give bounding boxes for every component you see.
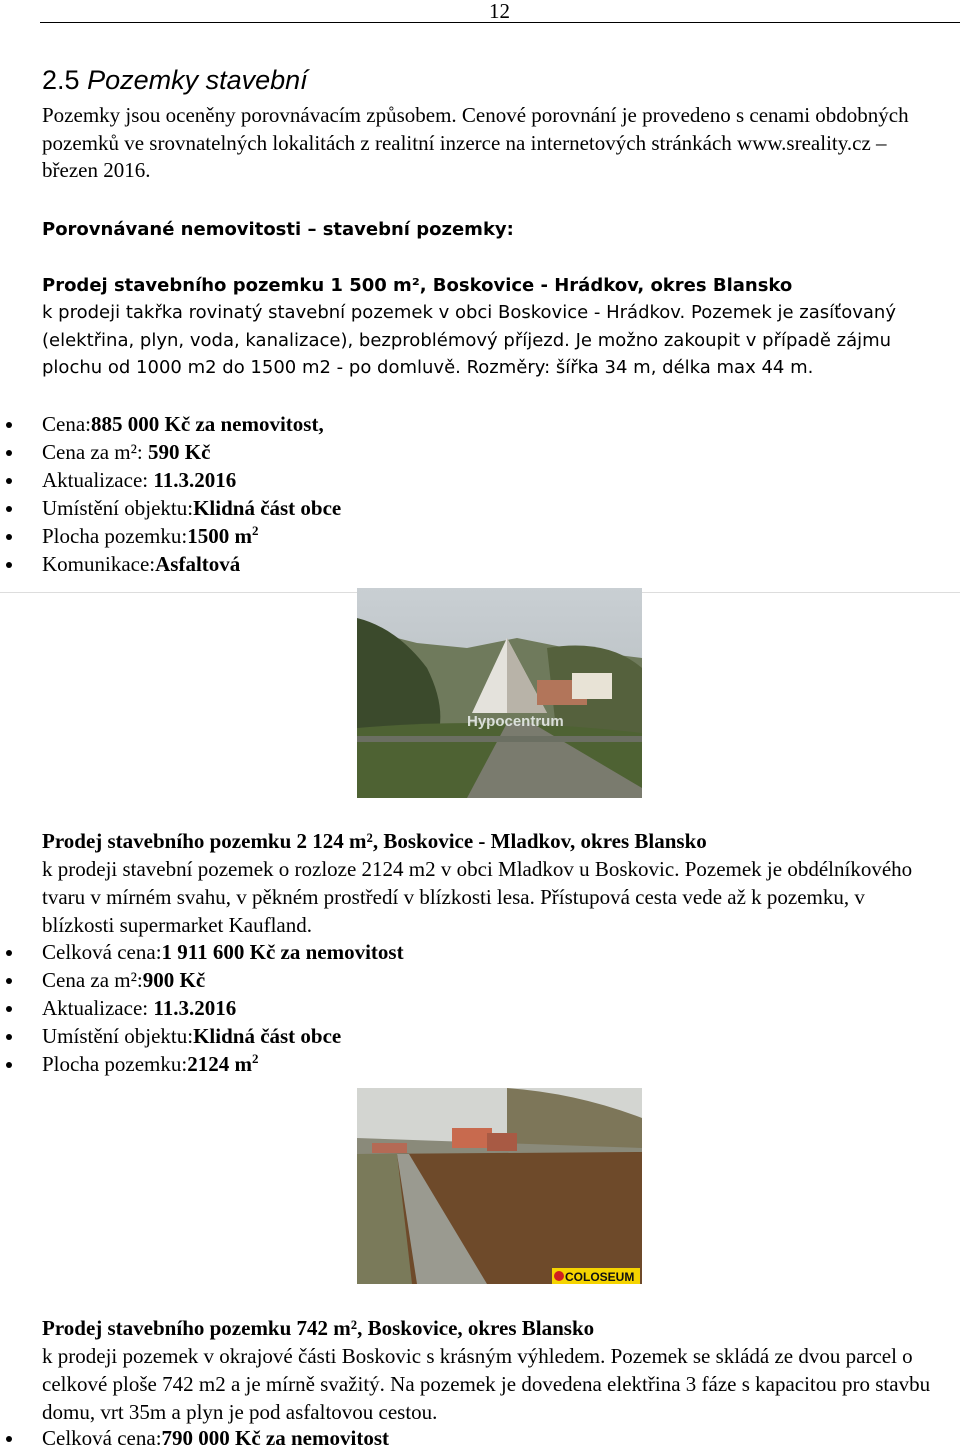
- list-item: Cena za m²: 590 Kč: [0, 438, 920, 466]
- photo-watermark: Hypocentrum: [467, 713, 564, 730]
- listing2-photo: [357, 1088, 642, 1284]
- header-rule: [40, 22, 960, 23]
- listing1-title: Prodej stavebního pozemku 1 500 m², Boskovice - Hrádkov, okres Blansko: [42, 275, 793, 296]
- list-item: Umístění objektu:Klidná část obce: [0, 1022, 920, 1050]
- listing2-description: k prodeji stavební pozemek o rozloze 2124 m2 v obci Mladkov u Boskovic. Pozemek je obdélníkového tvaru v mírném svahu, v pěkném prostředí v blízkosti lesa. Přístupová cesta vede až k pozemku, v blízkosti supermarket Kaufland.: [42, 857, 913, 937]
- photo-logo: COLOSEUM: [565, 1270, 635, 1284]
- list-item: Aktualizace: 11.3.2016: [0, 466, 920, 494]
- listing1-photo: [357, 588, 642, 798]
- list-item: Cena za m²:900 Kč: [0, 966, 920, 994]
- list-item: Plocha pozemku:2124 $m^2$: [0, 1050, 920, 1078]
- list-item: Komunikace:Asfaltová: [0, 550, 920, 578]
- listing2-details: [0, 938, 920, 1078]
- list-item: Celková cena:1 911 600 Kč za nemovitost: [0, 938, 920, 966]
- listing3-description: k prodeji pozemek v okrajové části Boskovic s krásným výhledem. Pozemek se skládá ze dvou parcel o celkové ploše 742 m2 a je mírně svažitý. Na pozemek je dovedena elektřina 3 fáze s kapacitou pro stavbu domu, vrt 35m a plyn je pod asfaltovou cestou.: [42, 1344, 931, 1424]
- list-item: Umístění objektu:Klidná část obce: [0, 494, 920, 522]
- compared-heading: Porovnávané nemovitosti – stavební pozemky:: [42, 219, 514, 240]
- listing1-description: k prodeji takřka rovinatý stavební pozemek v obci Boskovice - Hrádkov. Pozemek je zasíťovaný (elektřina, plyn, voda, kanalizace), bezproblémový příjezd. Je možno zakoupit v případě zájmu plochu od 1000 m2 do 1500 m2 - po domluvě. Rozměry: šířka 34 m, délka max 44 m.: [42, 302, 896, 378]
- list-item: Plocha pozemku:1500 $m^2$: [0, 522, 920, 550]
- list-item: Celková cena:790 000 Kč za nemovitost: [0, 1424, 920, 1452]
- list-item: Cena:885 000 Kč za nemovitost,: [0, 410, 920, 438]
- section-number: 2.5: [42, 65, 80, 95]
- intro-paragraph: Pozemky jsou oceněny porovnávacím způsobem. Cenové porovnání je provedeno s cenami obdobných pozemků ve srovnatelných lokalitách z realitní inzerce na internetových stránkách www.sreality.cz – březen 2016.: [42, 103, 909, 182]
- page-number: 12: [489, 0, 510, 23]
- listing2-title: Prodej stavebního pozemku 2 124 m², Boskovice - Mladkov, okres Blansko: [42, 829, 707, 853]
- listing1-details: [0, 410, 920, 578]
- listing3-title: Prodej stavebního pozemku 742 m², Boskovice, okres Blansko: [42, 1316, 595, 1340]
- section-heading: [42, 64, 308, 96]
- list-item: Aktualizace: 11.3.2016: [0, 994, 920, 1022]
- section-title: Pozemky stavební: [87, 65, 308, 95]
